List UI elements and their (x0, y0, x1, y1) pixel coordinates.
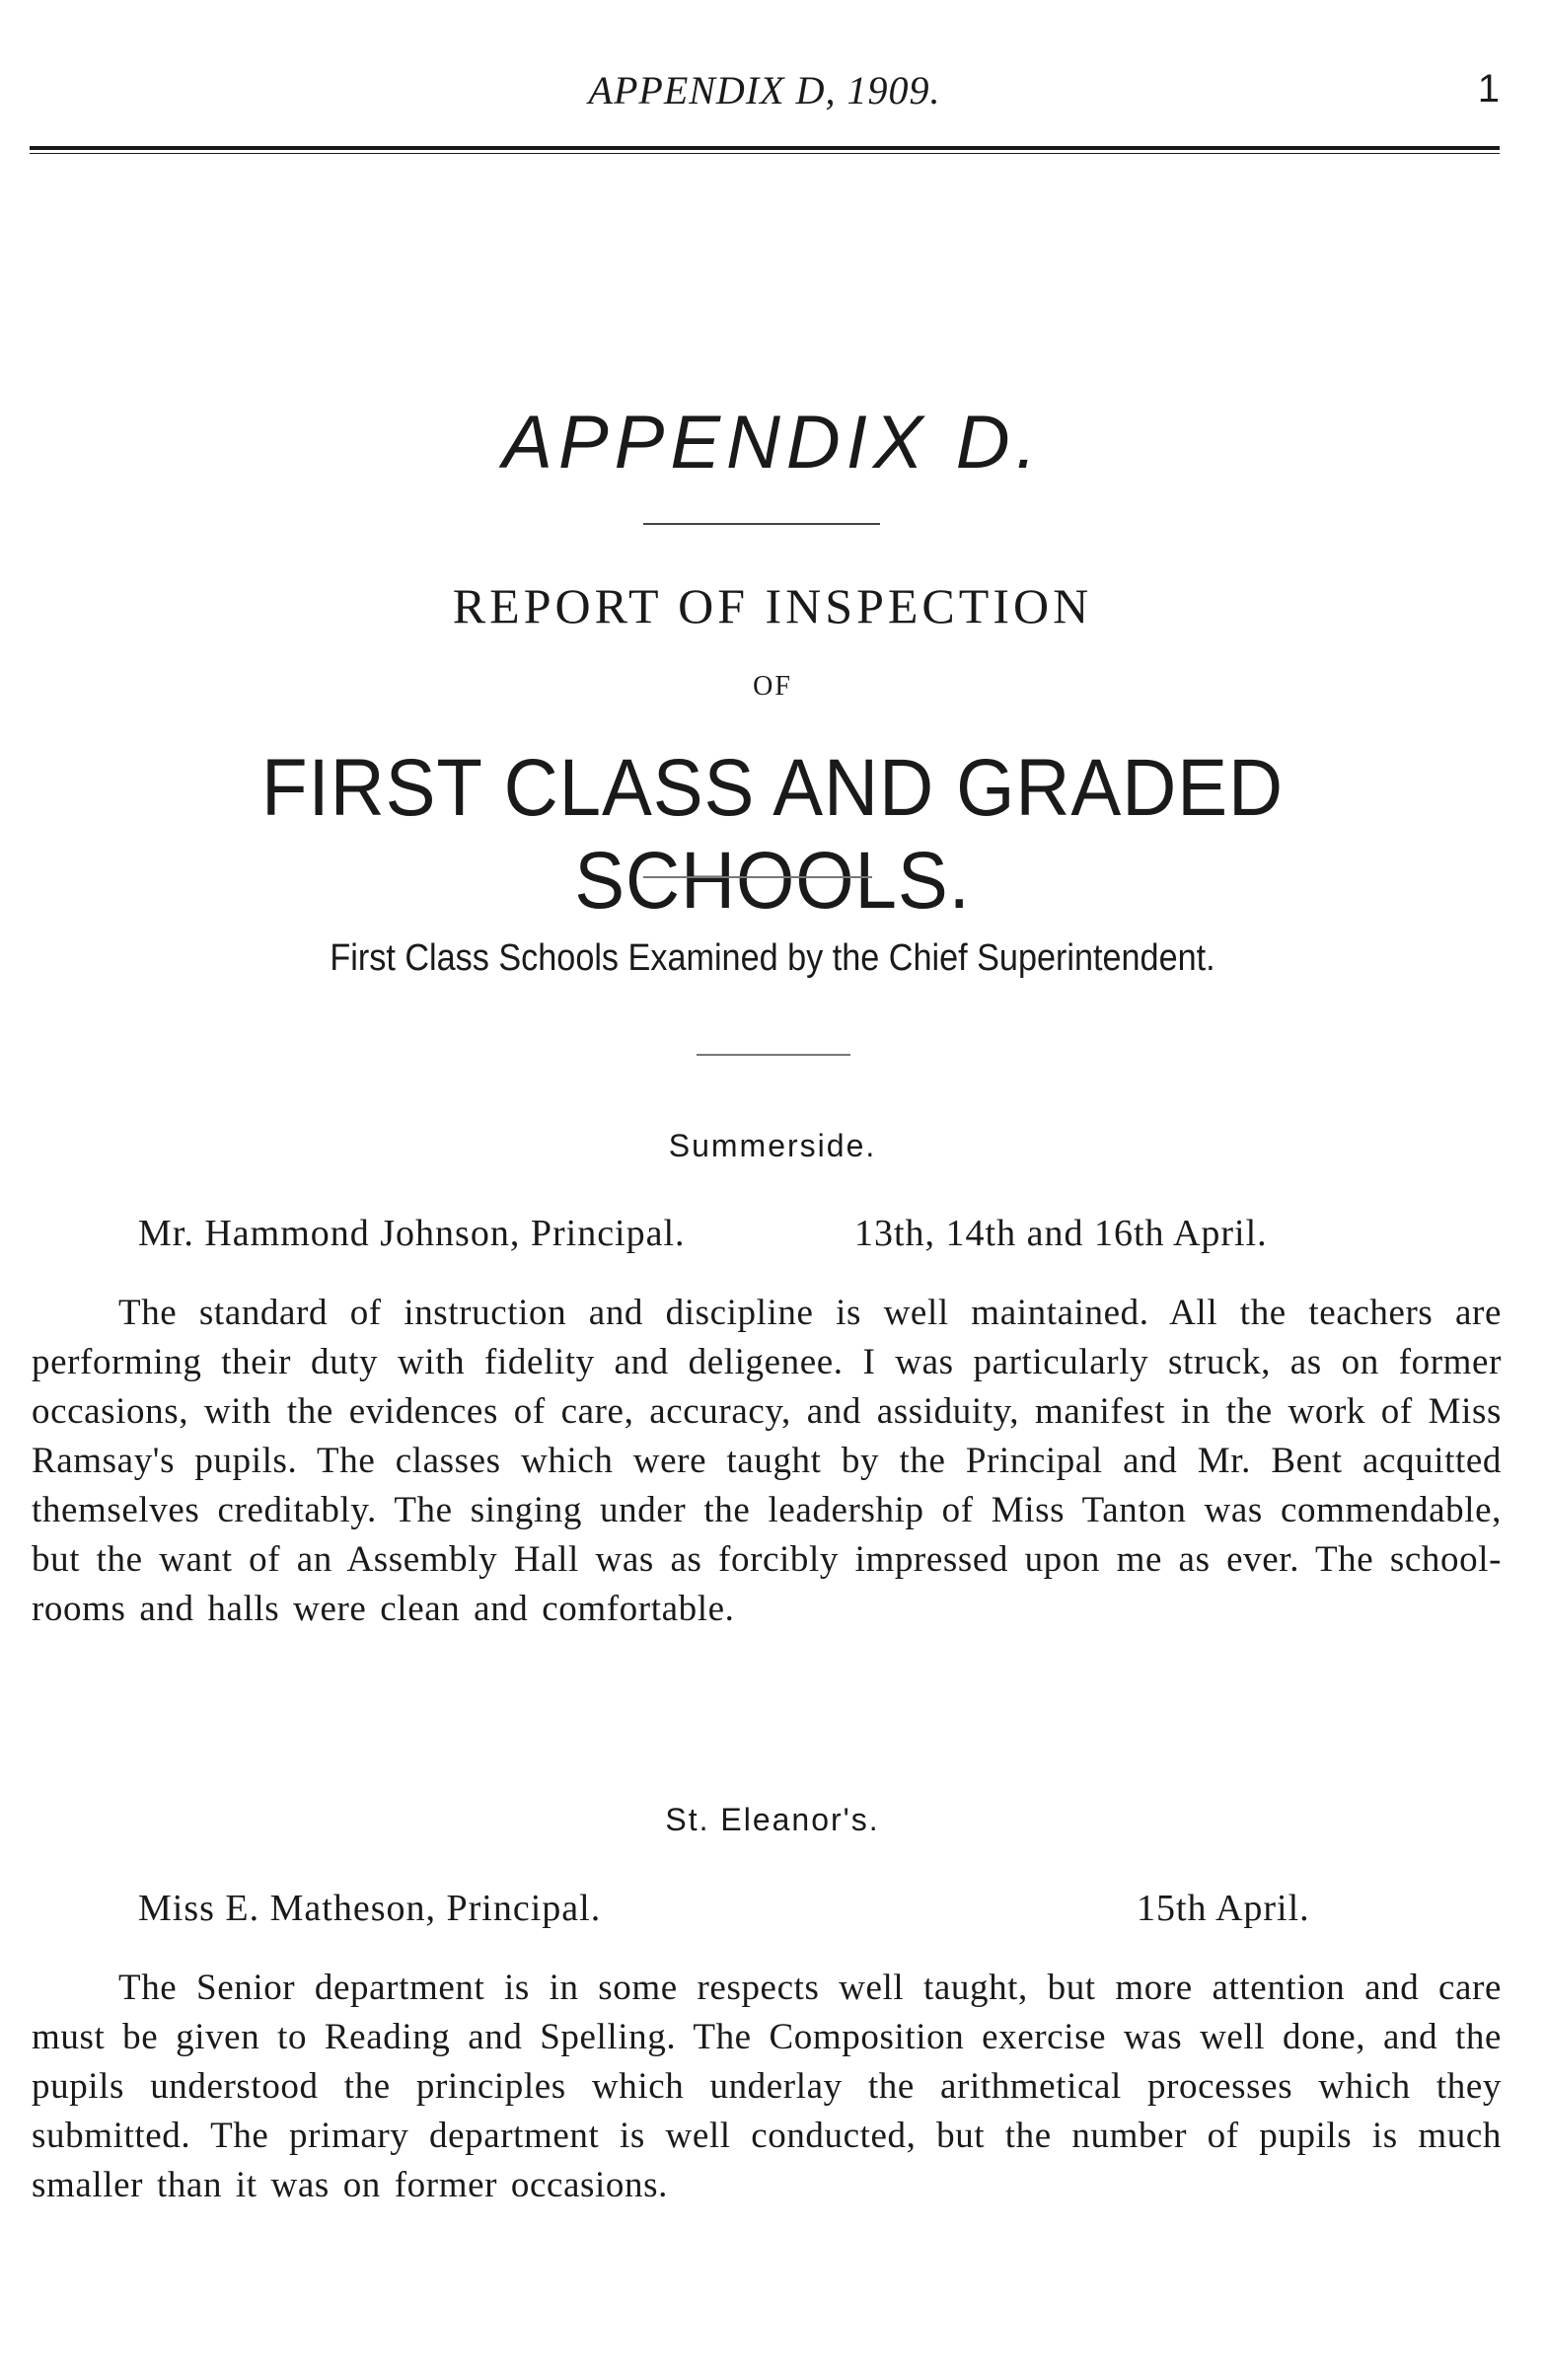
principal-name: Miss E. Matheson, Principal. (138, 1888, 602, 1929)
header-rule (30, 146, 1500, 154)
running-title: APPENDIX D, 1909. (588, 68, 941, 112)
subtitle: First Class Schools Examined by the Chief Superintendent. (330, 937, 1215, 979)
inspection-dates: 13th, 14th and 16th April. (854, 1213, 1268, 1254)
divider-rule (643, 523, 880, 525)
inspection-dates: 15th April. (1137, 1888, 1310, 1929)
divider-rule (697, 1054, 850, 1056)
schools-title: FIRST CLASS AND GRADED SCHOOLS. (260, 743, 1285, 926)
report-paragraph: The Senior department is in some respects well taught, but more attention and care must be given to Reading and Spelling. The Composition exercise was well done, and the pupils understood the principles which underlay the arithmetical processes which they submitted. The primary department is well conducted, but the number of pupils is much smaller than it was on former occasions. (32, 1968, 1502, 2205)
section-heading-st-eleanors: St. Eleanor's. (665, 1802, 880, 1837)
principal-row (138, 1887, 1421, 1930)
report-paragraph: The standard of instruction and discipline is well maintained. All the teachers are performing their duty with fidelity and deligenee. I was particularly struck, as on former occasions, with the evidences of care, accuracy, and assiduity, manifest in the work of Miss Ramsay's pupils. The classes which were taught by the Principal and Mr. Bent acquitted themselves creditably. The singing under the leadership of Miss Tanton was commendable, but the want of an Assembly Hall was as forcibly impressed upon me as ever. The school-rooms and halls were clean and comfortable. (32, 1293, 1502, 1629)
running-header (30, 67, 1500, 126)
appendix-title: APPENDIX D. (502, 401, 1043, 484)
principal-row (138, 1212, 1421, 1255)
principal-name: Mr. Hammond Johnson, Principal. (138, 1213, 686, 1254)
of-heading: OF (753, 671, 792, 702)
page-number: 1 (1477, 67, 1500, 111)
section-heading-summerside: Summerside. (668, 1128, 877, 1163)
report-heading: REPORT OF INSPECTION (452, 578, 1093, 633)
divider-rule (643, 876, 872, 878)
